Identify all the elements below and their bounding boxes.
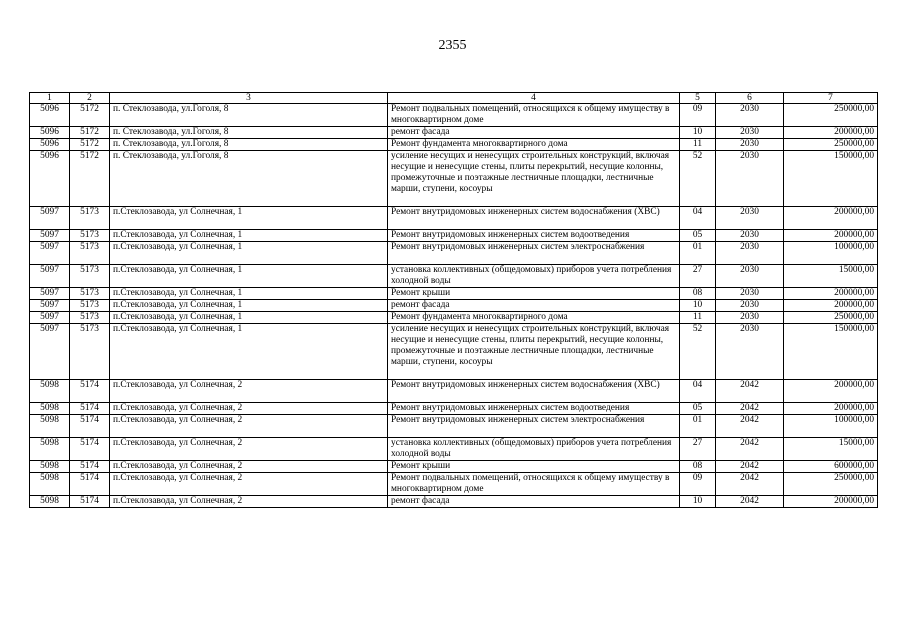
cell-work-type: ремонт фасада	[388, 127, 680, 139]
table-row	[30, 288, 878, 300]
cell-work-code: 01	[680, 415, 716, 438]
cell-work-code: 10	[680, 496, 716, 508]
header-row	[30, 93, 878, 104]
cell-year: 2030	[716, 207, 784, 230]
cell-year: 2030	[716, 324, 784, 380]
cell-house-id: 5174	[70, 473, 110, 496]
header-col-7: 7	[784, 93, 878, 104]
cell-work-code: 05	[680, 230, 716, 242]
cell-house-id: 5173	[70, 288, 110, 300]
cell-address: п.Стеклозавода, ул Солнечная, 2	[110, 438, 388, 461]
cell-year: 2030	[716, 288, 784, 300]
cell-work-type: Ремонт внутридомовых инженерных систем электроснабжения	[388, 242, 680, 265]
cell-house-id: 5173	[70, 324, 110, 380]
table-row	[30, 380, 878, 403]
cell-cost: 200000,00	[784, 207, 878, 230]
cell-number: 5098	[30, 473, 70, 496]
cell-house-id: 5173	[70, 300, 110, 312]
table-row	[30, 127, 878, 139]
cell-year: 2030	[716, 312, 784, 324]
cell-address: п. Стеклозавода, ул.Гоголя, 8	[110, 139, 388, 151]
cell-work-code: 52	[680, 151, 716, 207]
table-row	[30, 207, 878, 230]
cell-address: п.Стеклозавода, ул Солнечная, 1	[110, 242, 388, 265]
cell-work-code: 05	[680, 403, 716, 415]
cell-address: п.Стеклозавода, ул Солнечная, 1	[110, 300, 388, 312]
cell-work-type: усиление несущих и ненесущих строительных конструкций, включая несущие и ненесущие стены, плиты перекрытий, несущие колонны, промежуточные и поэтажные лестничные площадки, лестничные марши, ступени, косоуры	[388, 151, 680, 207]
cell-number: 5097	[30, 288, 70, 300]
cell-number: 5097	[30, 230, 70, 242]
cell-number: 5098	[30, 380, 70, 403]
page-number: 2355	[438, 38, 467, 53]
cell-house-id: 5174	[70, 415, 110, 438]
cell-work-code: 10	[680, 127, 716, 139]
cell-work-type: Ремонт крыши	[388, 288, 680, 300]
cell-year: 2030	[716, 230, 784, 242]
table-row	[30, 324, 878, 380]
header-col-6: 6	[716, 93, 784, 104]
cell-number: 5098	[30, 461, 70, 473]
cell-work-code: 09	[680, 104, 716, 127]
cell-house-id: 5173	[70, 242, 110, 265]
table-row	[30, 151, 878, 207]
cell-number: 5098	[30, 415, 70, 438]
table-row	[30, 230, 878, 242]
cell-number: 5097	[30, 265, 70, 288]
cell-cost: 250000,00	[784, 139, 878, 151]
cell-number: 5098	[30, 438, 70, 461]
cell-cost: 15000,00	[784, 265, 878, 288]
cell-number: 5098	[30, 403, 70, 415]
cell-number: 5096	[30, 127, 70, 139]
cell-address: п. Стеклозавода, ул.Гоголя, 8	[110, 104, 388, 127]
cell-year: 2042	[716, 461, 784, 473]
table-row	[30, 438, 878, 461]
cell-number: 5096	[30, 139, 70, 151]
cell-cost: 15000,00	[784, 438, 878, 461]
cell-house-id: 5172	[70, 139, 110, 151]
cell-work-type: Ремонт внутридомовых инженерных систем водоснабжения (ХВС)	[388, 380, 680, 403]
cell-cost: 200000,00	[784, 496, 878, 508]
cell-cost: 100000,00	[784, 242, 878, 265]
cell-work-code: 01	[680, 242, 716, 265]
cell-cost: 600000,00	[784, 461, 878, 473]
cell-house-id: 5173	[70, 230, 110, 242]
cell-year: 2042	[716, 380, 784, 403]
cell-year: 2030	[716, 300, 784, 312]
cell-year: 2042	[716, 473, 784, 496]
cell-year: 2042	[716, 415, 784, 438]
cell-number: 5097	[30, 242, 70, 265]
cell-cost: 250000,00	[784, 104, 878, 127]
cell-house-id: 5174	[70, 496, 110, 508]
cell-cost: 200000,00	[784, 127, 878, 139]
cell-year: 2030	[716, 242, 784, 265]
cell-number: 5097	[30, 324, 70, 380]
cell-cost: 200000,00	[784, 230, 878, 242]
cell-work-code: 27	[680, 438, 716, 461]
table-row	[30, 300, 878, 312]
cell-address: п.Стеклозавода, ул Солнечная, 2	[110, 496, 388, 508]
cell-work-code: 11	[680, 312, 716, 324]
cell-cost: 200000,00	[784, 380, 878, 403]
cell-address: п.Стеклозавода, ул Солнечная, 1	[110, 288, 388, 300]
table-row	[30, 242, 878, 265]
cell-cost: 200000,00	[784, 403, 878, 415]
table-row	[30, 104, 878, 127]
cell-address: п.Стеклозавода, ул Солнечная, 2	[110, 403, 388, 415]
cell-address: п.Стеклозавода, ул Солнечная, 2	[110, 380, 388, 403]
cell-address: п.Стеклозавода, ул Солнечная, 1	[110, 207, 388, 230]
repair-schedule-table	[29, 92, 878, 508]
table-row	[30, 496, 878, 508]
cell-work-type: Ремонт фундамента многоквартирного дома	[388, 312, 680, 324]
cell-house-id: 5172	[70, 127, 110, 139]
cell-year: 2042	[716, 496, 784, 508]
table-header	[30, 93, 878, 104]
cell-cost: 250000,00	[784, 312, 878, 324]
cell-address: п.Стеклозавода, ул Солнечная, 1	[110, 265, 388, 288]
cell-work-code: 04	[680, 380, 716, 403]
cell-work-type: установка коллективных (общедомовых) приборов учета потребления холодной воды	[388, 438, 680, 461]
header-col-4: 4	[388, 93, 680, 104]
cell-house-id: 5173	[70, 312, 110, 324]
cell-number: 5097	[30, 300, 70, 312]
cell-year: 2030	[716, 104, 784, 127]
cell-year: 2042	[716, 403, 784, 415]
cell-house-id: 5174	[70, 461, 110, 473]
cell-work-code: 08	[680, 288, 716, 300]
cell-year: 2030	[716, 139, 784, 151]
cell-work-type: ремонт фасада	[388, 300, 680, 312]
cell-address: п. Стеклозавода, ул.Гоголя, 8	[110, 127, 388, 139]
cell-number: 5096	[30, 151, 70, 207]
cell-work-type: Ремонт внутридомовых инженерных систем электроснабжения	[388, 415, 680, 438]
table-row	[30, 461, 878, 473]
cell-address: п.Стеклозавода, ул Солнечная, 1	[110, 312, 388, 324]
cell-work-type: Ремонт внутридомовых инженерных систем водоотведения	[388, 403, 680, 415]
cell-address: п.Стеклозавода, ул Солнечная, 1	[110, 230, 388, 242]
cell-house-id: 5173	[70, 207, 110, 230]
header-col-2: 2	[70, 93, 110, 104]
cell-address: п. Стеклозавода, ул.Гоголя, 8	[110, 151, 388, 207]
header-col-1: 1	[30, 93, 70, 104]
cell-year: 2042	[716, 438, 784, 461]
cell-address: п.Стеклозавода, ул Солнечная, 2	[110, 473, 388, 496]
cell-year: 2030	[716, 127, 784, 139]
table-row	[30, 312, 878, 324]
cell-number: 5097	[30, 312, 70, 324]
header-col-5: 5	[680, 93, 716, 104]
cell-work-type: Ремонт крыши	[388, 461, 680, 473]
cell-work-type: ремонт фасада	[388, 496, 680, 508]
cell-cost: 200000,00	[784, 288, 878, 300]
cell-work-code: 04	[680, 207, 716, 230]
table-row	[30, 403, 878, 415]
cell-house-id: 5174	[70, 438, 110, 461]
cell-house-id: 5172	[70, 151, 110, 207]
cell-work-code: 27	[680, 265, 716, 288]
cell-work-type: Ремонт фундамента многоквартирного дома	[388, 139, 680, 151]
cell-work-code: 08	[680, 461, 716, 473]
cell-cost: 100000,00	[784, 415, 878, 438]
table-row	[30, 473, 878, 496]
cell-work-type: усиление несущих и ненесущих строительных конструкций, включая несущие и ненесущие стены, плиты перекрытий, несущие колонны, промежуточные и поэтажные лестничные площадки, лестничные марши, ступени, косоуры	[388, 324, 680, 380]
cell-house-id: 5172	[70, 104, 110, 127]
cell-address: п.Стеклозавода, ул Солнечная, 2	[110, 461, 388, 473]
cell-work-type: установка коллективных (общедомовых) приборов учета потребления холодной воды	[388, 265, 680, 288]
cell-year: 2030	[716, 265, 784, 288]
table-body	[30, 104, 878, 508]
cell-address: п.Стеклозавода, ул Солнечная, 1	[110, 324, 388, 380]
cell-cost: 250000,00	[784, 473, 878, 496]
cell-house-id: 5174	[70, 380, 110, 403]
cell-work-type: Ремонт подвальных помещений, относящихся к общему имуществу в многоквартирном доме	[388, 104, 680, 127]
cell-cost: 150000,00	[784, 324, 878, 380]
cell-work-type: Ремонт внутридомовых инженерных систем водоснабжения (ХВС)	[388, 207, 680, 230]
cell-year: 2030	[716, 151, 784, 207]
cell-work-code: 11	[680, 139, 716, 151]
cell-address: п.Стеклозавода, ул Солнечная, 2	[110, 415, 388, 438]
header-col-3: 3	[110, 93, 388, 104]
table-row	[30, 139, 878, 151]
cell-work-code: 09	[680, 473, 716, 496]
cell-house-id: 5174	[70, 403, 110, 415]
cell-house-id: 5173	[70, 265, 110, 288]
cell-work-code: 52	[680, 324, 716, 380]
cell-cost: 150000,00	[784, 151, 878, 207]
cell-work-type: Ремонт внутридомовых инженерных систем водоотведения	[388, 230, 680, 242]
cell-number: 5097	[30, 207, 70, 230]
cell-number: 5098	[30, 496, 70, 508]
table-row	[30, 265, 878, 288]
cell-number: 5096	[30, 104, 70, 127]
cell-work-code: 10	[680, 300, 716, 312]
table-row	[30, 415, 878, 438]
cell-work-type: Ремонт подвальных помещений, относящихся к общему имуществу в многоквартирном доме	[388, 473, 680, 496]
cell-cost: 200000,00	[784, 300, 878, 312]
